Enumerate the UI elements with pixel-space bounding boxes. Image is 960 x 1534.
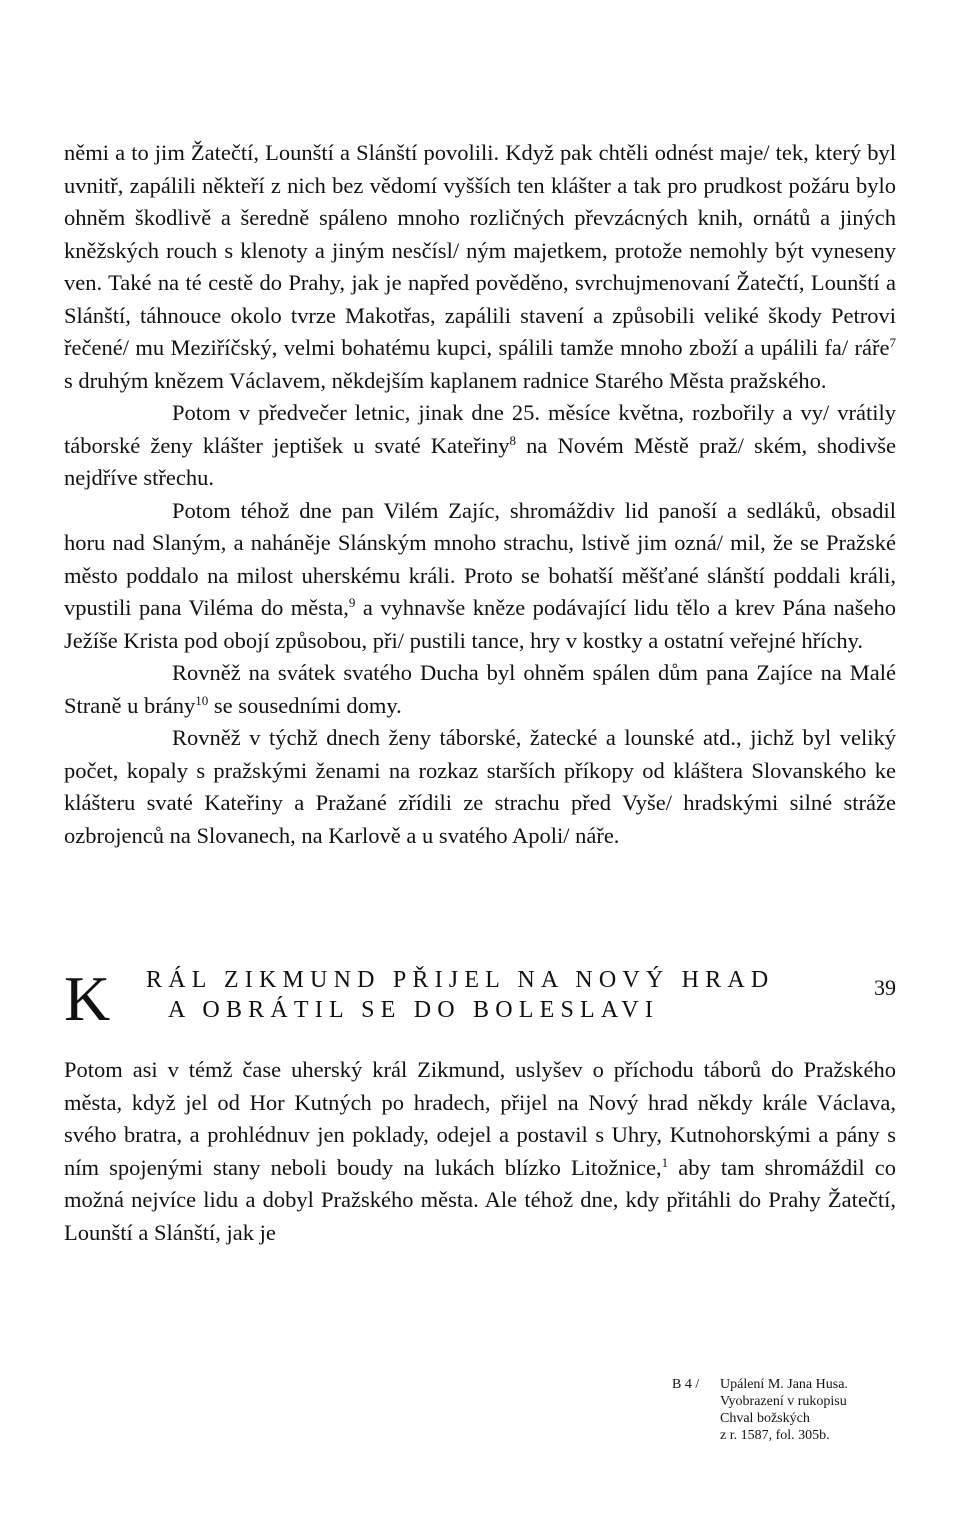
section-paragraph-1 [64,1054,896,1249]
section-paragraph-1-text: Potom asi v témž čase uherský král Zikmund, uslyšev o příchodu táborů do Pražského města, když jel od Hor Kutných po hradech, přijel na Nový hrad někdy krále Václava, svého bratra, a prohlédnuv jen poklady, odejel a postavil s Uhry, Kutnohorskými a pány s ním spojenými stany neboli boudy na lukách blízko Litožnice, [64,1057,896,1180]
paragraph-1-end: s druhým knězem Václavem, někdejším kaplanem radnice Starého Města pražského. [64,367,827,393]
section-text-block [64,1054,896,1249]
chapter-number: 39 [874,975,896,1000]
footnote-ref-7: 7 [889,335,896,350]
footnote-ref-1: 1 [661,1154,669,1170]
paragraph-5 [64,722,896,852]
paragraph-3-end: a vyhnavše kněze podávající lidu tělo a krev Pána našeho Ježíše Krista pod obojí způsobou, při/ pustili tance, hry v kostky a ostatní veřejné hříchy. [64,595,897,653]
caption-line-2: Vyobrazení v rukopisu [720,1394,847,1409]
caption-line-1 [672,1376,932,1393]
caption-label: B 4 / [672,1377,700,1392]
paragraph-5-text: Rovněž v týchž dnech ženy táborské, žatecké a lounské atd., jichž byl veliký počet, kopaly s pražskými ženami na rozkaz starších příkopy od kláštera Slovanského ke klášteru svaté Kateřiny a Pražané zřídili ze strachu před Vyše/ hradskými silné stráže ozbrojenců na Slovanech, na Karlově a u svatého Apoli/ náře. [64,725,896,848]
paragraph-3-text: Potom téhož dne pan Vilém Zajíc, shromáždiv lid panoší a sedláků, obsadil horu nad Slaným, a naháněje Slánským mnoho strachu, lstivě jim ozná/ mil, že se Pražské město poddalo na milost uherskému králi. Proto se bohatší měšťané slánští poddali králi, vpustili pana Viléma do města, [64,497,896,620]
footnote-ref-8: 8 [509,432,517,448]
footnote-ref-9: 9 [348,595,356,610]
paragraph-2-end: na Novém Městě praž/ ském, shodivše nejdříve střechu. [64,432,896,490]
paragraph-3 [64,495,896,658]
drop-cap-letter: K [64,963,111,1034]
paragraph-2 [64,397,896,495]
paragraph-2-text: Potom v předvečer letnic, jinak dne 25. měsíce května, rozbořily a vy/ vrátily táborské ženy klášter jeptišek u svaté Kateřiny [64,400,896,458]
chapter-heading [64,963,896,1033]
paragraph-4-text: Rovněž na svátek svatého Ducha byl ohněm spálen dům pana Zajíce na Malé Straně u brány [64,660,896,718]
heading-line-1: RÁL ZIKMUND PŘIJEL NA NOVÝ HRAD [146,967,775,993]
paragraph-4-end: se sousedními domy. [208,692,402,718]
paragraph-4 [64,657,896,722]
caption-line-4: z r. 1587, fol. 305b. [720,1428,830,1443]
footnote-ref-10: 10 [195,692,209,708]
paragraph-1-text: němi a to jim Žatečtí, Lounští a Slánští povolili. Když pak chtěli odnést maje/ tek, který byl uvnitř, zapálili někteří z nich bez vědomí vyšších ten klášter a tak pro prudkost požáru bylo ohněm škodlivě a šeredně spáleno mnoho rozličných převzácných knih, ornátů a jiných kněžských rouch s klenoty a jiným nesčísl/ ným majetkem, protože nemohly být vyneseny ven. Také na té cestě do Prahy, jak je napřed pověděno, svrchujmenovaní Žatečtí, Lounští a Slánští, táhnouce okolo tvrze Makotřas, zapálili stavení a způsobili veliké škody Petrovi řečené/ mu Meziříčský, velmi bohatému kupci, spálili tamže mnoho zboží a upálili fa/ ráře [64,140,896,360]
section-paragraph-1-end: aby tam shromáždil co možná nejvíce lidu a dobyl Pražského města. Ale téhož dne, kdy přitáhli do Prahy Žatečtí, Lounští a Slánští, jak je [64,1154,896,1245]
figure-caption [672,1376,932,1444]
main-text-block [64,137,896,852]
paragraph-1 [64,137,896,397]
caption-title: Upálení M. Jana Husa. [720,1377,848,1392]
heading-line-2: A OBRÁTIL SE DO BOLESLAVI [168,997,660,1023]
caption-line-3: Chval božských [720,1411,810,1426]
